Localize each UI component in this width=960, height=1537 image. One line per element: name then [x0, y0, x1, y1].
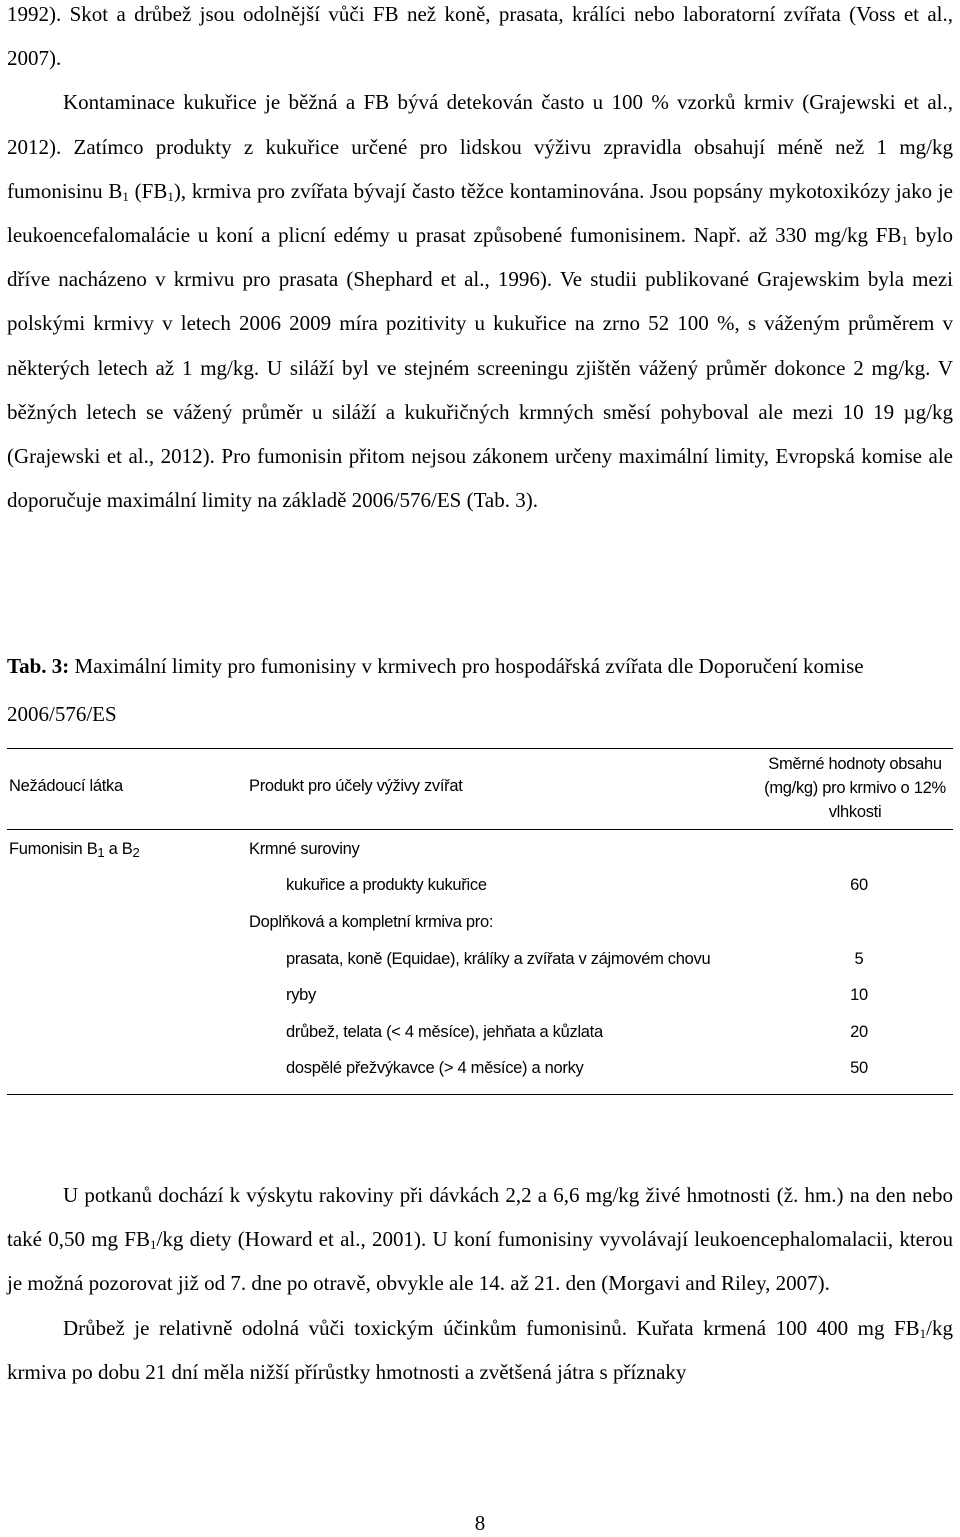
- subscript: 2: [132, 845, 140, 860]
- text-run: Kontaminace kukuřice je běžná a FB bývá detekován často u 100 % vzorků krmiv (Grajewski et al., 2012). Zatímco produkty z kukuřice určené pro lidskou výživu zpravidla obsahují méně než 1 mg/kg fumonisinu B: [7, 90, 953, 203]
- table-row-product: dospělé přežvýkavce (> 4 měsíce) a norky: [286, 1059, 584, 1077]
- table-row-product: kukuřice a produkty kukuřice: [286, 876, 487, 894]
- group-feed-materials: Krmné suroviny: [249, 840, 360, 858]
- text-run: U potkanů dochází k výskytu rakoviny při dávkách 2,2 a 6,6 mg/kg živé hmotnosti (ž. hm.) na den nebo také 0,50 mg FB: [7, 1183, 953, 1252]
- subscript: 1: [167, 188, 174, 204]
- header-substance: Nežádoucí látka: [9, 777, 123, 795]
- table-rule-header: [7, 829, 953, 830]
- text-run: bylo dříve nacházeno v krmivu pro prasata (Shephard et al., 1996). Ve studii publikované Grajewskim byla mezi polskými krmivy v letech 2006 2009 míra pozitivity u kukuřice na zrno 52 100 %, s váženým průměrem v některých letech až 1 mg/kg. U siláží byl ve stejném screeningu zjištěn vážený průměr dokonce 2 mg/kg. V běžných letech se vážený průměr u siláží a kukuřičných krmných směsí pohyboval ale mezi 10 19 µg/kg (Grajewski et al., 2012). Pro fumonisin přitom nejsou zákonem určeny maximální limity, Evropská komise ale doporučuje maximální limity na základě 2006/576/ES (Tab. 3).: [7, 223, 953, 513]
- paragraph-poultry: [7, 1306, 953, 1394]
- table-row-product: prasata, koně (Equidae), králíky a zvířata v zájmovém chovu: [286, 950, 711, 968]
- subscript: 1: [149, 1237, 157, 1253]
- table-row-value: 60: [850, 876, 868, 894]
- subscript: 1: [901, 233, 908, 249]
- header-values: Směrné hodnoty obsahu (mg/kg) pro krmivo o 12% vlhkosti: [764, 755, 946, 821]
- text-run: /kg diety (Howard et al., 2001). U koní fumonisiny vyvolávají leukoencephalomalacii, kterou je možná pozorovat již od 7. dne po otravě, obvykle ale 14. až 21. den (Morgavi and Riley, 2007).: [7, 1227, 953, 1296]
- page-body: [7, 0, 953, 522]
- table-caption-text: Maximální limity pro fumonisiny v krmivech pro hospodářská zvířata dle Doporučení komise 2006/576/ES: [7, 654, 864, 726]
- group-complementary-feed: Doplňková a kompletní krmiva pro:: [249, 913, 494, 931]
- page-number: 8: [474, 1511, 486, 1535]
- table-row-product: ryby: [286, 986, 316, 1004]
- table-rule-bottom: [7, 1094, 953, 1095]
- subscript: 1: [122, 188, 129, 204]
- table-row-value: 5: [854, 950, 864, 968]
- table-row-value: 50: [850, 1059, 868, 1077]
- subscript: 1: [919, 1325, 927, 1341]
- paragraph-rats-horses: [7, 1173, 953, 1306]
- page-body-lower: [7, 1173, 953, 1394]
- text-run: a B: [104, 840, 133, 858]
- table-caption-label: Tab. 3:: [7, 654, 70, 678]
- table-row-value: 20: [850, 1023, 868, 1041]
- text-run: (FB: [128, 178, 168, 203]
- text-run: Drůbež je relativně odolná vůči toxickým účinkům fumonisinů. Kuřata krmená 100 400 mg FB: [63, 1315, 920, 1340]
- text-run: ), krmiva pro zvířata bývají často těžce kontaminována. Jsou popsány mykotoxikózy jako je leukoencefalomalácie u koní a plicní edémy u prasat způsobené fumonisinem. Např. až 330 mg/kg FB: [7, 178, 953, 248]
- paragraph-contamination: [7, 80, 953, 522]
- text-run: Fumonisin B: [9, 840, 98, 858]
- substance-cell: [9, 840, 139, 859]
- text-run: /kg krmiva po dobu 21 dní měla nižší přírůstky hmotnosti a zvětšená játra s příznaky: [7, 1315, 953, 1384]
- table-row-product: drůbež, telata (< 4 měsíce), jehňata a kůzlata: [286, 1023, 603, 1041]
- table-row-value: 10: [850, 986, 868, 1004]
- table-caption: [7, 642, 953, 738]
- paragraph-intro: 1992). Skot a drůbež jsou odolnější vůči FB než koně, prasata, králíci nebo laboratorní zvířata (Voss et al., 2007).: [7, 2, 953, 71]
- subscript: 1: [97, 845, 105, 860]
- table-rule-top: [7, 748, 953, 749]
- header-product: Produkt pro účely výživy zvířat: [249, 777, 463, 795]
